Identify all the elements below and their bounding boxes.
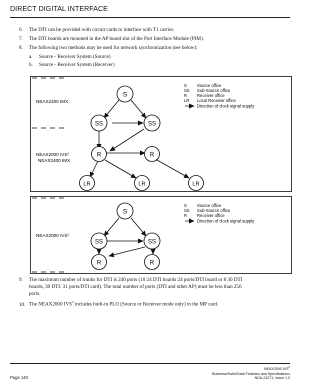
- list-item-10: [19, 299, 218, 308]
- figure-1-sync-diagram: [30, 76, 292, 192]
- legend-key: LR: [184, 98, 190, 103]
- legend-value: Source office: [197, 203, 222, 208]
- footer-product: NEAX2000 IVS$^2$: [263, 366, 290, 372]
- svg-text:R: R: [149, 260, 155, 267]
- svg-text:R: R: [96, 152, 102, 159]
- node-s: [117, 86, 133, 102]
- node-ss-left: [91, 233, 107, 249]
- node-lr-mid: [135, 176, 150, 191]
- node-lr-right: [189, 176, 204, 191]
- header-rule: [10, 17, 290, 18]
- list-item-9-cont: [29, 284, 242, 290]
- legend-arrow-text: Direction of clock signal supply: [197, 218, 255, 224]
- legend-value: Local Receiver office: [197, 98, 236, 103]
- item-text-line: ports.: [29, 291, 41, 297]
- legend-key: S: [184, 203, 187, 208]
- legend-value: Receiver office: [197, 213, 225, 218]
- region-label-imx-mid: NEAX2400 IMX: [38, 158, 71, 163]
- svg-text:LR: LR: [138, 181, 146, 188]
- svg-text:R: R: [96, 260, 102, 267]
- item-sup: 2: [72, 300, 74, 304]
- sub-item-text: Source - Receiver System (Receiver): [39, 62, 115, 68]
- figure-2-frame: [31, 197, 292, 274]
- node-ss-right: [144, 233, 160, 249]
- figure-1-frame: [31, 77, 292, 192]
- item-text: includes built-in PLO (Source or Receiver mode only) in the MP card.: [73, 301, 219, 308]
- legend-key: R: [184, 213, 188, 218]
- node-s: [117, 203, 133, 219]
- item-text-line: The maximum number of trunks for DTI is 240 ports (10 24 DTI boards 24 ports/DTI board or 8 30 DTI: [29, 277, 243, 283]
- footer-right: [212, 366, 290, 381]
- item-text-line: boards, 30 DTI: 31 ports/DTI card). The total number of ports (DTI and other AP) must be less than 256: [29, 284, 242, 290]
- sub-item-letter: b.: [29, 62, 33, 68]
- item-text: The DTI boards are mounted in the AP board slot of the Port Interface Module (PIM).: [29, 36, 204, 42]
- item-text: The following two methods may be used for network synchronization (see below):: [29, 45, 198, 51]
- list-item-8: [19, 45, 197, 51]
- item-number: 8.: [19, 45, 23, 51]
- figure-2-sync-diagram: [30, 196, 292, 274]
- legend-key: R: [184, 93, 188, 98]
- node-r-left: [92, 255, 107, 270]
- svg-text:LR: LR: [192, 181, 200, 188]
- node-ss-right: [144, 115, 160, 131]
- svg-text:R: R: [149, 152, 155, 159]
- list-item-9: [19, 277, 242, 283]
- legend-key: SS: [184, 88, 190, 93]
- svg-text:SS: SS: [147, 121, 157, 128]
- item-text: The NEAX2000 IVS: [29, 301, 73, 308]
- sub-item-letter: a.: [29, 54, 33, 60]
- node-lr-left: [80, 176, 95, 191]
- item-number: 9.: [19, 277, 23, 283]
- region-label-imx-top: NEAX2400 IMX: [36, 99, 69, 104]
- region-label-ivs: NEAX2000 IVS$^2$: [36, 151, 70, 157]
- footer-rule: [10, 363, 290, 364]
- legend-value: Sub-Source office: [197, 88, 231, 93]
- node-r-right: [145, 147, 160, 162]
- footer-page-number: Page 140: [10, 375, 28, 380]
- svg-text:S: S: [122, 208, 128, 216]
- svg-text:LR: LR: [83, 181, 91, 188]
- svg-text:SS: SS: [147, 239, 157, 246]
- item-number: 10.: [19, 301, 26, 308]
- node-r-right: [145, 255, 160, 270]
- region-label-ivs: NEAX2000 IVS$^2$: [36, 232, 70, 238]
- sub-item-text: Source - Receiver System (Source): [39, 54, 111, 60]
- svg-text:SS: SS: [94, 121, 104, 128]
- section-title: DIRECT DIGITAL INTERFACE: [10, 6, 108, 13]
- legend-arrow-text: Direction of clock signal supply: [197, 103, 255, 109]
- list-item-9-cont: [29, 291, 40, 297]
- item-text: The DTI can be provided with circuit cards to interface with T1 carrier.: [29, 27, 175, 33]
- sub-item-a: [29, 54, 111, 60]
- node-ss-left: [91, 115, 107, 131]
- legend-value: Receiver office: [197, 93, 225, 98]
- list-item-6: [19, 27, 174, 33]
- sub-item-b: [29, 62, 115, 68]
- item-number: 7.: [19, 36, 23, 42]
- legend-value: Source office: [197, 83, 222, 88]
- svg-text:SS: SS: [94, 239, 104, 246]
- item-number: 6.: [19, 27, 23, 33]
- legend-key: S: [184, 83, 187, 88]
- svg-text:S: S: [122, 91, 128, 99]
- legend-key: SS: [184, 208, 190, 213]
- footer-doc-number: NDA-24271, Issue 1.0: [254, 376, 290, 381]
- footer-doc-title: Business/Hotel/Data Features and Specifications: [212, 371, 290, 376]
- list-item-7: [19, 36, 204, 42]
- legend-value: Sub-Source office: [197, 208, 231, 213]
- node-r-left: [92, 147, 107, 162]
